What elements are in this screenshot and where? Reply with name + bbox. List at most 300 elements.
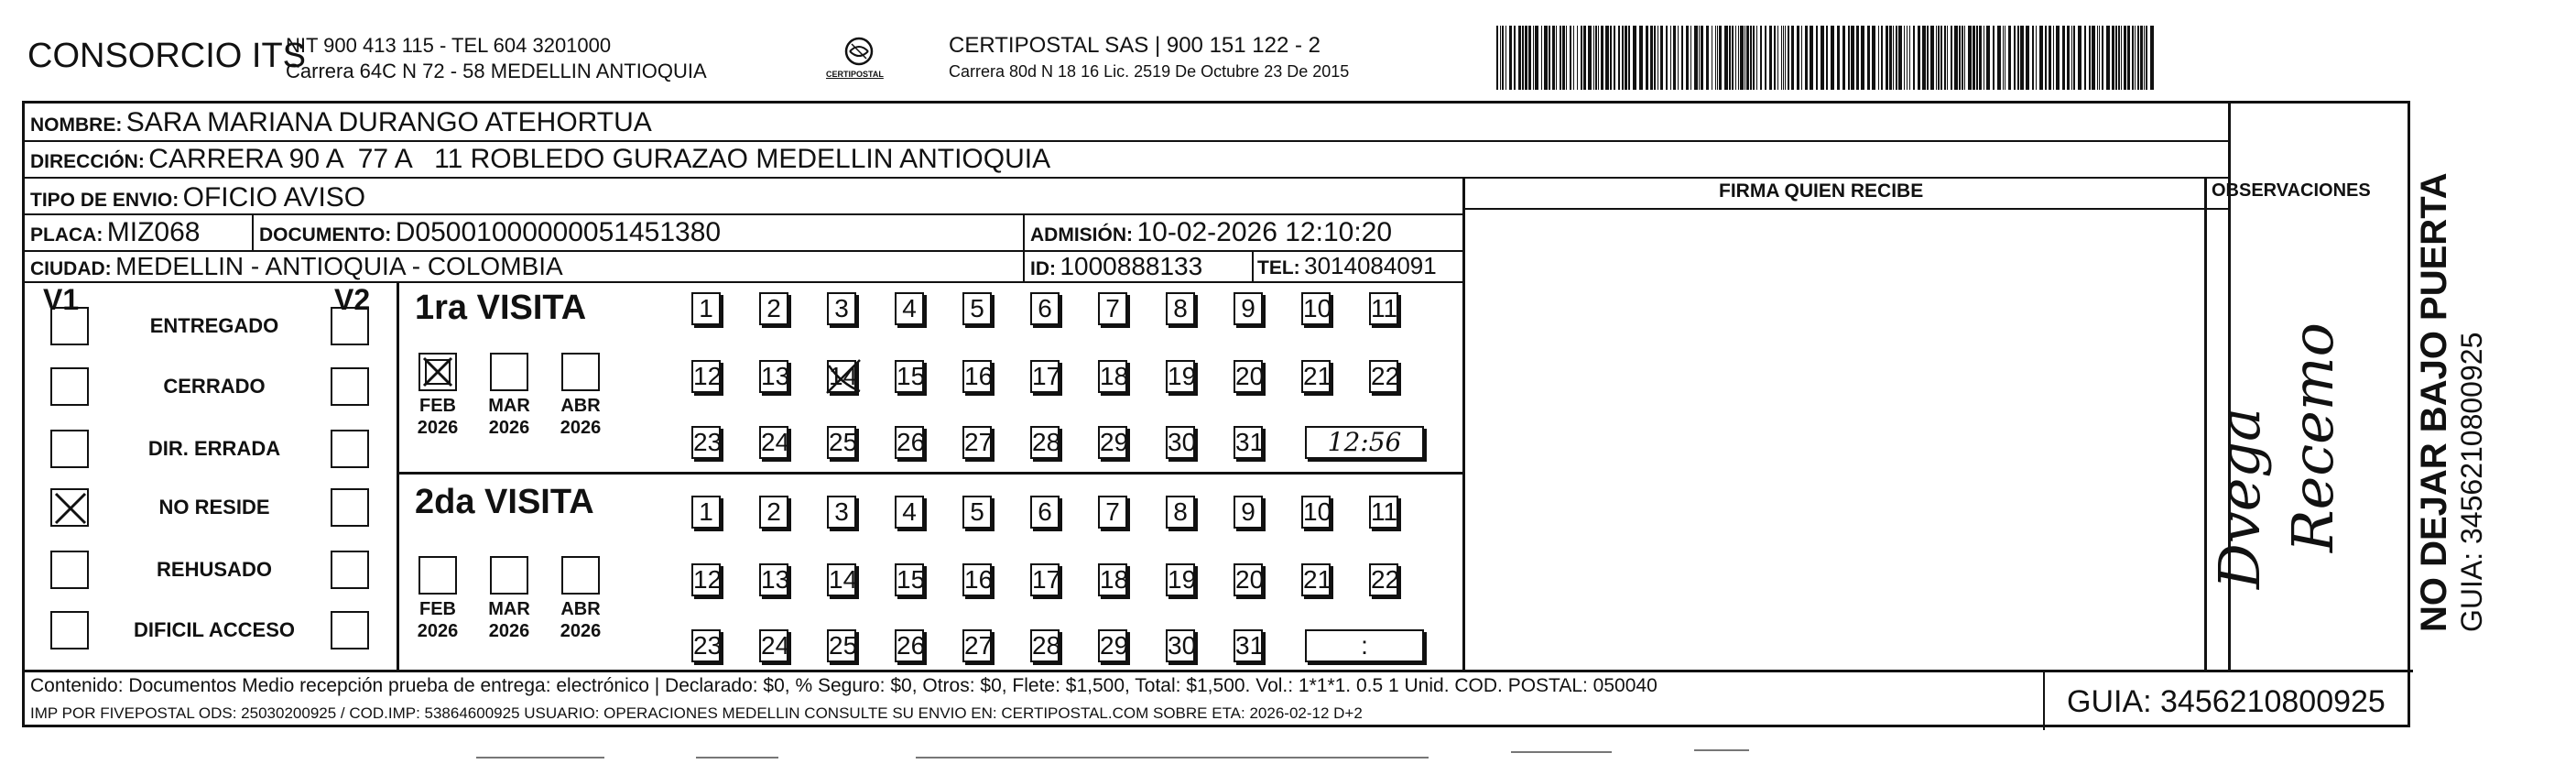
visit2-title: 2da VISITA <box>415 483 594 521</box>
barcode-bar <box>1973 26 1975 90</box>
no-dejar-bajo-puerta: NO DEJAR BAJO PUERTA <box>2414 172 2454 632</box>
barcode-bar <box>1951 26 1952 90</box>
day-box[interactable]: 23 <box>691 426 721 459</box>
barcode-bar <box>1654 26 1656 90</box>
barcode-bar <box>1690 26 1691 90</box>
month-label <box>555 598 606 642</box>
footer-guia: GUIA: 3456210800925 <box>2067 684 2386 719</box>
barcode-bar <box>1622 26 1624 90</box>
barcode-bar <box>1805 26 1808 90</box>
barcode-bar <box>2049 26 2051 90</box>
day-box[interactable]: 5 <box>962 496 992 529</box>
barcode-bar <box>1746 26 1749 90</box>
barcode-bar <box>1583 26 1586 90</box>
barcode-bar <box>1560 26 1561 90</box>
barcode-bar <box>1962 26 1963 90</box>
barcode-bar <box>1535 26 1538 90</box>
month-year: 2026 <box>417 621 459 641</box>
day-box[interactable]: 25 <box>827 426 856 459</box>
barcode-bar <box>2115 26 2117 90</box>
day-box[interactable]: 9 <box>1234 292 1263 325</box>
month-checkbox-3[interactable] <box>561 556 600 595</box>
company-name: CONSORCIO ITS <box>27 37 307 75</box>
barcode-bar <box>1886 26 1888 90</box>
day-box[interactable]: 8 <box>1166 496 1195 529</box>
v2-checkbox-4[interactable] <box>331 488 369 527</box>
barcode-bar <box>1837 26 1840 90</box>
barcode-bar <box>1753 26 1755 90</box>
day-box[interactable]: 4 <box>895 496 924 529</box>
day-box[interactable]: 7 <box>1098 496 1127 529</box>
day-box[interactable]: 18 <box>1098 563 1127 596</box>
barcode-bar <box>1566 26 1567 90</box>
handwriting-word2: Recemo <box>2279 322 2346 552</box>
month-name: ABR <box>560 599 601 619</box>
side-notice <box>2414 0 2524 632</box>
id-label: ID: <box>1030 258 1056 279</box>
barcode-bar <box>1986 26 1990 90</box>
barcode-bar <box>1889 26 1892 90</box>
barcode-bar <box>2039 26 2043 90</box>
documento-cell <box>259 217 721 248</box>
tel-cell <box>1257 252 1437 280</box>
barcode-bar <box>1522 26 1524 90</box>
barcode-bar <box>1735 26 1736 90</box>
company-info <box>286 33 707 84</box>
barcode-bar <box>1562 26 1565 90</box>
day-box[interactable]: 31 <box>1234 629 1263 662</box>
barcode-bar <box>1826 26 1828 90</box>
v1-checkbox-2[interactable] <box>50 367 89 406</box>
day-box[interactable]: 14 <box>827 563 856 596</box>
barcode-bar <box>2003 26 2004 90</box>
day-box[interactable]: 17 <box>1030 563 1060 596</box>
barcode-bar <box>1573 26 1574 90</box>
barcode-bar <box>2017 26 2019 90</box>
barcode-bar <box>1968 26 1972 90</box>
barcode-bar <box>1993 26 1994 90</box>
placa-label: PLACA: <box>30 224 103 246</box>
barcode-bar <box>2020 26 2024 90</box>
barcode-bar <box>1541 26 1542 90</box>
barcode-bar <box>1878 26 1879 90</box>
barcode-bar <box>1660 26 1663 90</box>
month-name: ABR <box>560 396 601 416</box>
day-box[interactable]: 29 <box>1098 629 1127 662</box>
barcode-bar <box>1861 26 1864 90</box>
barcode-bar <box>1686 26 1689 90</box>
barcode-bar <box>1781 26 1782 90</box>
day-box[interactable]: 7 <box>1098 292 1127 325</box>
day-box[interactable]: 3 <box>827 496 856 529</box>
barcode-bar <box>1732 26 1734 90</box>
logo-text: CERTIPOSTAL <box>826 70 884 79</box>
day-box[interactable]: 11 <box>1369 496 1398 529</box>
barcode-bar <box>1944 26 1946 90</box>
direccion-value: CARRERA 90 A 77 A 11 ROBLEDO GURAZAO MEDELLIN ANTIOQUIA <box>148 144 1051 174</box>
barcode-bar <box>1581 26 1582 90</box>
barcode-bar <box>2071 26 2072 90</box>
v2-checkbox-5[interactable] <box>331 551 369 589</box>
admision-cell <box>1030 217 1392 248</box>
day-box[interactable]: 15 <box>895 360 924 393</box>
barcode-bar <box>1797 26 1799 90</box>
id-cell <box>1030 252 1202 281</box>
barcode-bar <box>1724 26 1728 90</box>
day-box[interactable]: 5 <box>962 292 992 325</box>
barcode-bar <box>1577 26 1578 90</box>
barcode-bar <box>1715 26 1716 90</box>
day-box[interactable]: 4 <box>895 292 924 325</box>
day-box[interactable]: 30 <box>1166 629 1195 662</box>
footer-print-info: IMP POR FIVEPOSTAL ODS: 25030200925 / COD.IMP: 53864600925 USUARIO: OPERACIONES MEDELLIN CONSULTE SU ENVIO EN: CERTIPOSTAL.COM SOBRE ETA: 2026-02-12 D+2 <box>30 704 1363 722</box>
v1-checkbox-1[interactable] <box>50 307 89 345</box>
time-box[interactable]: 12:56 <box>1305 426 1424 459</box>
documento-label: DOCUMENTO: <box>259 224 392 246</box>
month-year: 2026 <box>488 418 530 438</box>
day-box[interactable]: 17 <box>1030 360 1060 393</box>
day-box[interactable]: 19 <box>1166 563 1195 596</box>
day-box[interactable]: 24 <box>759 629 788 662</box>
day-box[interactable]: 6 <box>1030 292 1060 325</box>
barcode-bar <box>1593 26 1594 90</box>
barcode-bar <box>1856 26 1859 90</box>
day-box[interactable]: 18 <box>1098 360 1127 393</box>
documento-value: D05001000000051451380 <box>395 217 722 247</box>
barcode-bar <box>2056 26 2060 90</box>
barcode-bar <box>1646 26 1648 90</box>
barcode-bar <box>1760 26 1762 90</box>
barcode-bar <box>1598 26 1599 90</box>
tel-value: 3014084091 <box>1304 252 1437 279</box>
day-box[interactable]: 1 <box>691 292 721 325</box>
barcode-bar <box>1930 26 1934 90</box>
barcode-bar <box>2102 26 2103 90</box>
tel-label: TEL: <box>1257 257 1300 278</box>
barcode-bar <box>1633 26 1636 90</box>
barcode-bar <box>1801 26 1802 90</box>
status-label: ENTREGADO <box>149 314 279 337</box>
delivery-form <box>22 101 2410 727</box>
barcode-bar <box>2089 26 2091 90</box>
barcode-bar <box>1625 26 1627 90</box>
barcode-bar <box>1831 26 1834 90</box>
barcode-bar <box>2121 26 2122 90</box>
barcode <box>1496 26 2156 90</box>
barcode-bar <box>2132 26 2134 90</box>
day-box[interactable]: 21 <box>1301 563 1331 596</box>
barcode-bar <box>1509 26 1512 90</box>
day-box[interactable]: 8 <box>1166 292 1195 325</box>
id-value: 1000888133 <box>1060 252 1203 280</box>
barcode-bar <box>1552 26 1555 90</box>
barcode-bar <box>1595 26 1597 90</box>
barcode-bar <box>2053 26 2054 90</box>
barcode-bar <box>1821 26 1824 90</box>
day-box[interactable]: 11 <box>1369 292 1398 325</box>
day-box[interactable]: 16 <box>962 563 992 596</box>
day-box[interactable]: 26 <box>895 426 924 459</box>
day-box[interactable]: 15 <box>895 563 924 596</box>
ciudad-value: MEDELLIN - ANTIOQUIA - COLOMBIA <box>115 252 563 280</box>
barcode-bar <box>1769 26 1772 90</box>
day-box[interactable]: 2 <box>759 292 788 325</box>
barcode-bar <box>1502 26 1504 90</box>
day-box[interactable]: 9 <box>1234 496 1263 529</box>
barcode-bar <box>1518 26 1521 90</box>
status-label: NO RESIDE <box>158 496 270 518</box>
v2-checkbox-2[interactable] <box>331 367 369 406</box>
tipo-row <box>30 182 365 213</box>
barcode-bar <box>1496 26 1498 90</box>
admision-label: ADMISIÓN: <box>1030 224 1133 246</box>
barcode-bar <box>1556 26 1557 90</box>
day-box[interactable]: 10 <box>1301 292 1331 325</box>
barcode-bar <box>1791 26 1794 90</box>
time-box[interactable]: : <box>1305 629 1424 662</box>
barcode-bar <box>2067 26 2070 90</box>
barcode-bar <box>2045 26 2047 90</box>
barcode-bar <box>1533 26 1534 90</box>
barcode-bar <box>1922 26 1926 90</box>
day-box[interactable]: 14 <box>827 360 856 393</box>
month-label <box>484 395 535 439</box>
barcode-bar <box>2140 26 2143 90</box>
courier-address: Carrera 80d N 18 16 Lic. 2519 De Octubre 23 De 2015 <box>949 62 1350 81</box>
barcode-bar <box>1528 26 1531 90</box>
month-name: MAR <box>488 599 530 619</box>
day-box[interactable]: 28 <box>1030 426 1060 459</box>
barcode-bar <box>2106 26 2110 90</box>
day-box[interactable]: 2 <box>759 496 788 529</box>
nit-line: NIT 900 413 115 - TEL 604 3201000 <box>286 34 612 57</box>
certipostal-logo <box>822 33 896 88</box>
barcode-bar <box>1777 26 1778 90</box>
month-checkbox-2[interactable] <box>490 353 528 391</box>
barcode-bar <box>1997 26 2001 90</box>
visit1-title: 1ra VISITA <box>415 289 587 327</box>
barcode-bar <box>1872 26 1875 90</box>
barcode-bar <box>1810 26 1813 90</box>
v1-checkbox-3[interactable] <box>50 430 89 468</box>
barcode-bar <box>1947 26 1948 90</box>
ciudad-cell <box>30 252 563 281</box>
month-label <box>555 395 606 439</box>
courier-line: CERTIPOSTAL SAS | 900 151 122 - 2 <box>949 33 1321 58</box>
courier-info <box>949 33 1349 84</box>
barcode-bar <box>1719 26 1722 90</box>
day-box[interactable]: 28 <box>1030 629 1060 662</box>
direccion-label: DIRECCIÓN: <box>30 151 145 172</box>
barcode-bar <box>1964 26 1965 90</box>
barcode-bar <box>1717 26 1718 90</box>
barcode-bar <box>1918 26 1920 90</box>
day-box[interactable]: 30 <box>1166 426 1195 459</box>
barcode-bar <box>1940 26 1942 90</box>
day-box[interactable]: 21 <box>1301 360 1331 393</box>
barcode-bar <box>1785 26 1786 90</box>
month-checkbox-1[interactable] <box>418 353 457 391</box>
barcode-bar <box>1954 26 1958 90</box>
month-year: 2026 <box>560 621 602 641</box>
day-box[interactable]: 12 <box>691 360 721 393</box>
barcode-bar <box>1740 26 1744 90</box>
barcode-bar <box>1913 26 1915 90</box>
footer-content: Contenido: Documentos Medio recepción prueba de entrega: electrónico | Declarado: $0, % Seguro: $0, Otros: $0, Flete: $1,500, Total: $1,500. Vol.: 1*1*1. 0.5 1 Unid. COD. POSTAL: 050040 <box>30 675 1658 696</box>
barcode-bar <box>2014 26 2016 90</box>
barcode-bar <box>1927 26 1929 90</box>
barcode-bar <box>1549 26 1550 90</box>
ciudad-label: CIUDAD: <box>30 258 112 279</box>
day-box[interactable]: 22 <box>1369 563 1398 596</box>
firma-header: FIRMA QUIEN RECIBE <box>1719 180 1924 202</box>
tipo-value: OFICIO AVISO <box>182 182 366 213</box>
v1-checkbox-4[interactable] <box>50 488 89 527</box>
barcode-bar <box>1976 26 1978 90</box>
tipo-label: TIPO DE ENVIO: <box>30 190 179 211</box>
day-box[interactable]: 10 <box>1301 496 1331 529</box>
barcode-bar <box>2118 26 2120 90</box>
barcode-bar <box>2137 26 2139 90</box>
barcode-bar <box>1738 26 1739 90</box>
barcode-bar <box>1701 26 1703 90</box>
barcode-bar <box>1898 26 1902 90</box>
barcode-bar <box>1909 26 1910 90</box>
barcode-bar <box>2150 26 2154 90</box>
day-box[interactable]: 22 <box>1369 360 1398 393</box>
barcode-bar <box>1618 26 1620 90</box>
barcode-bar <box>1936 26 1937 90</box>
barcode-bar <box>1570 26 1571 90</box>
day-box[interactable]: 25 <box>827 629 856 662</box>
barcode-bar <box>2032 26 2034 90</box>
barcode-bar <box>2124 26 2126 90</box>
barcode-bar <box>1678 26 1679 90</box>
day-box[interactable]: 31 <box>1234 426 1263 459</box>
side-guia: GUIA: 3456210800925 <box>2455 332 2488 632</box>
barcode-bar <box>1588 26 1592 90</box>
day-box[interactable]: 23 <box>691 629 721 662</box>
barcode-bar <box>1774 26 1776 90</box>
barcode-bar <box>1938 26 1940 90</box>
barcode-bar <box>1514 26 1516 90</box>
placa-value: MIZ068 <box>106 217 201 247</box>
day-box[interactable]: 12 <box>691 563 721 596</box>
direccion-row <box>30 144 1050 175</box>
day-box[interactable]: 13 <box>759 360 788 393</box>
placa-cell <box>30 217 201 248</box>
company-address: Carrera 64C N 72 - 58 MEDELLIN ANTIOQUIA <box>286 60 707 82</box>
barcode-bar <box>1505 26 1506 90</box>
day-box[interactable]: 29 <box>1098 426 1127 459</box>
v1-label: V1 <box>43 283 80 316</box>
barcode-bar <box>1896 26 1897 90</box>
barcode-bar <box>1756 26 1757 90</box>
month-year: 2026 <box>560 418 602 438</box>
month-name: FEB <box>419 396 456 416</box>
barcode-bar <box>1842 26 1845 90</box>
day-box[interactable]: 20 <box>1234 563 1263 596</box>
day-box[interactable]: 24 <box>759 426 788 459</box>
barcode-bar <box>2008 26 2011 90</box>
barcode-bar <box>1788 26 1789 90</box>
day-box[interactable]: 27 <box>962 629 992 662</box>
barcode-bar <box>1639 26 1643 90</box>
barcode-bar <box>1694 26 1698 90</box>
v2-checkbox-3[interactable] <box>331 430 369 468</box>
v2-label: V2 <box>334 283 371 316</box>
barcode-bar <box>1628 26 1630 90</box>
nombre-value: SARA MARIANA DURANGO ATEHORTUA <box>125 107 652 137</box>
barcode-bar <box>2078 26 2081 90</box>
barcode-bar <box>2036 26 2037 90</box>
month-checkbox-2[interactable] <box>490 556 528 595</box>
barcode-bar <box>1610 26 1612 90</box>
day-box[interactable]: 3 <box>827 292 856 325</box>
barcode-bar <box>1601 26 1603 90</box>
barcode-bar <box>1525 26 1527 90</box>
barcode-bar <box>2135 26 2136 90</box>
v1-checkbox-5[interactable] <box>50 551 89 589</box>
status-label: REHUSADO <box>157 558 272 581</box>
barcode-bar <box>2092 26 2095 90</box>
barcode-bar <box>1706 26 1709 90</box>
day-box[interactable]: 19 <box>1166 360 1195 393</box>
day-box[interactable]: 27 <box>962 426 992 459</box>
barcode-bar <box>1904 26 1905 90</box>
day-box[interactable]: 20 <box>1234 360 1263 393</box>
barcode-bar <box>2112 26 2114 90</box>
barcode-bar <box>1750 26 1752 90</box>
barcode-bar <box>1605 26 1609 90</box>
month-name: MAR <box>488 396 530 416</box>
barcode-bar <box>2146 26 2147 90</box>
nombre-label: NOMBRE: <box>30 115 123 136</box>
barcode-bar <box>1650 26 1653 90</box>
month-year: 2026 <box>488 621 530 641</box>
day-box[interactable]: 16 <box>962 360 992 393</box>
barcode-bar <box>1765 26 1766 90</box>
month-checkbox-3[interactable] <box>561 353 600 391</box>
day-box[interactable]: 6 <box>1030 496 1060 529</box>
barcode-bar <box>1881 26 1883 90</box>
barcode-bar <box>1670 26 1671 90</box>
barcode-bar <box>2026 26 2029 90</box>
month-checkbox-1[interactable] <box>418 556 457 595</box>
barcode-bar <box>1614 26 1615 90</box>
month-label <box>412 598 463 642</box>
month-name: FEB <box>419 599 456 619</box>
v2-checkbox-1[interactable] <box>331 307 369 345</box>
v2-checkbox-6[interactable] <box>331 611 369 649</box>
barcode-bar <box>2127 26 2130 90</box>
scan-marks <box>0 757 2576 764</box>
day-box[interactable]: 13 <box>759 563 788 596</box>
barcode-bar <box>1979 26 1982 90</box>
barcode-bar <box>1699 26 1700 90</box>
v1-checkbox-6[interactable] <box>50 611 89 649</box>
month-label <box>484 598 535 642</box>
day-box[interactable]: 26 <box>895 629 924 662</box>
day-box[interactable]: 1 <box>691 496 721 529</box>
status-label: DIR. ERRADA <box>147 437 281 460</box>
barcode-bar <box>2099 26 2100 90</box>
barcode-bar <box>1729 26 1731 90</box>
barcode-bar <box>1893 26 1894 90</box>
barcode-bar <box>2073 26 2075 90</box>
month-year: 2026 <box>417 418 459 438</box>
observaciones-header: OBSERVACIONES <box>2212 180 2371 201</box>
